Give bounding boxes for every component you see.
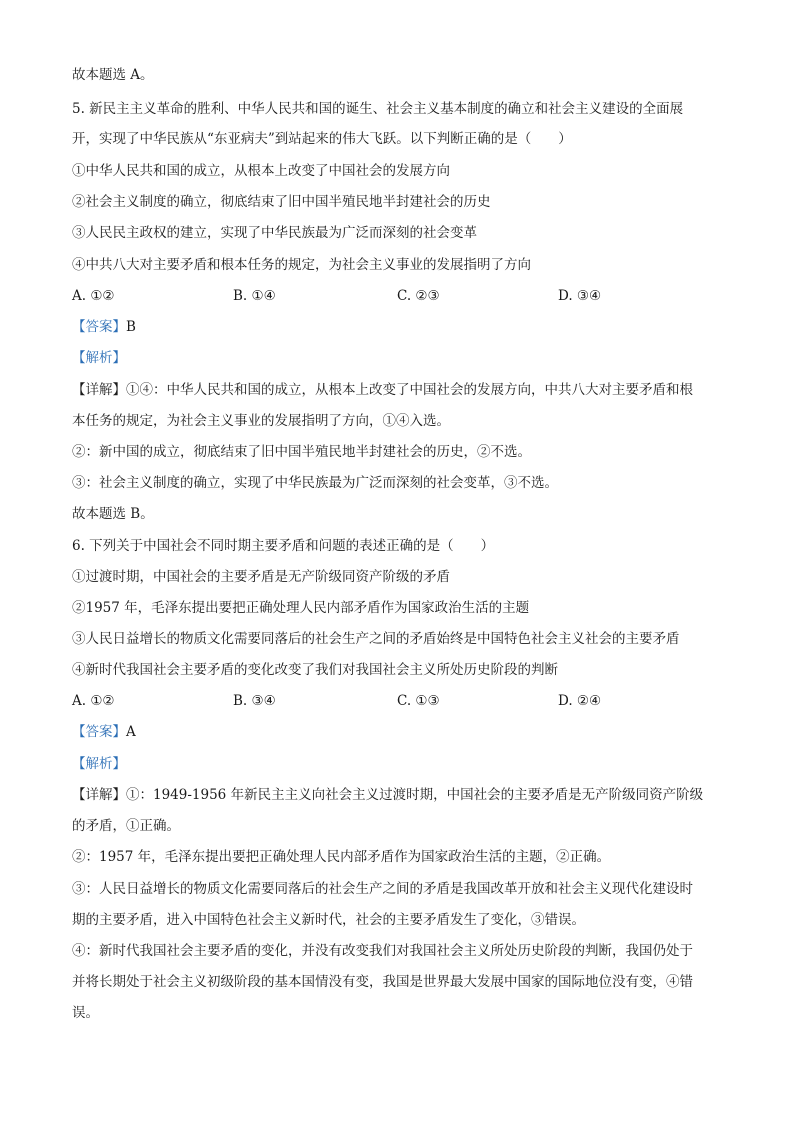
q6-option-b: B. ③④ (233, 693, 276, 709)
q5-detail-line: ③：社会主义制度的确立，实现了中华民族最为广泛而深刻的社会变革，③不选。 (72, 475, 558, 491)
q6-detail-line: 期的主要矛盾，进入中国特色社会主义新时代，社会的主要矛盾发生了变化，③错误。 (72, 912, 585, 928)
q6-detail-line: ④：新时代我国社会主要矛盾的变化，并没有改变我们对我国社会主义所处历史阶段的判断，我国仍处于 (72, 943, 693, 959)
statement-4: ④新时代我国社会主要矛盾的变化改变了我们对我国社会主义所处历史阶段的判断 (72, 662, 558, 678)
q5-analysis-label: 【解析】 (72, 350, 126, 366)
q5-detail-line: 【详解】①④：中华人民共和国的成立，从根本上改变了中国社会的发展方向，中共八大对主要矛盾和根 (72, 382, 693, 398)
q6-detail-line: ③：人民日益增长的物质文化需要同落后的社会生产之间的矛盾是我国改革开放和社会主义现代化建设时 (72, 881, 693, 897)
q5-option-c: C. ②③ (397, 288, 440, 304)
q6-option-a: A. ①② (72, 693, 115, 709)
q6-analysis-label: 【解析】 (72, 756, 126, 772)
statement-3: ③人民民主政权的建立，实现了中华民族最为广泛而深刻的社会变革 (72, 225, 477, 241)
q5-answer (72, 318, 136, 336)
q5-option-d: D. ③④ (558, 288, 602, 304)
statement-1: ①中华人民共和国的成立，从根本上改变了中国社会的发展方向 (72, 163, 450, 179)
question-6-stem: 6. 下列关于中国社会不同时期主要矛盾和问题的表述正确的是（ ） (72, 538, 495, 554)
q6-detail-line: 【详解】①：1949-1956 年新民主主义向社会主义过渡时期，中国社会的主要矛盾是无产阶级同资产阶级 (72, 787, 704, 803)
text-line: 故本题选 A。 (72, 67, 154, 83)
statement-2: ②1957 年，毛泽东提出要把正确处理人民内部矛盾作为国家政治生活的主题 (72, 600, 530, 616)
statement-1: ①过渡时期，中国社会的主要矛盾是无产阶级同资产阶级的矛盾 (72, 569, 450, 585)
question-5-stem: 5. 新民主主义革命的胜利、中华人民共和国的诞生、社会主义基本制度的确立和社会主义建设的全面展 (72, 101, 684, 117)
q5-detail-line: 本任务的规定，为社会主义事业的发展指明了方向，①④入选。 (72, 413, 450, 429)
question-5-stem-cont: 开，实现了中华民族从“东亚病夫”到站起来的伟大飞跃。以下判断正确的是（ ） (72, 131, 572, 147)
answer-label: 【答案】 (72, 319, 126, 335)
q6-option-c: C. ①③ (397, 693, 440, 709)
q5-option-b: B. ①④ (233, 288, 276, 304)
q5-option-a: A. ①② (72, 288, 115, 304)
statement-4: ④中共八大对主要矛盾和根本任务的规定，为社会主义事业的发展指明了方向 (72, 257, 531, 273)
q6-detail-line: ②：1957 年，毛泽东提出要把正确处理人民内部矛盾作为国家政治生活的主题，②正确。 (72, 849, 611, 865)
answer-value: A (126, 724, 136, 740)
statement-3: ③人民日益增长的物质文化需要同落后的社会生产之间的矛盾始终是中国特色社会主义社会的主要矛盾 (72, 631, 680, 647)
q5-detail-line: ②：新中国的成立，彻底结束了旧中国半殖民地半封建社会的历史，②不选。 (72, 444, 531, 460)
q6-option-d: D. ②④ (558, 693, 602, 709)
statement-2: ②社会主义制度的确立，彻底结束了旧中国半殖民地半封建社会的历史 (72, 194, 491, 210)
q6-detail-line: 误。 (72, 1005, 99, 1021)
q6-detail-line: 并将长期处于社会主义初级阶段的基本国情没有变，我国是世界最大发展中国家的国际地位没有变，④错 (72, 974, 693, 990)
answer-label: 【答案】 (72, 724, 126, 740)
q5-conclusion: 故本题选 B。 (72, 506, 154, 522)
q6-answer (72, 723, 136, 741)
q6-detail-line: 的矛盾，①正确。 (72, 818, 180, 834)
answer-value: B (126, 319, 136, 335)
